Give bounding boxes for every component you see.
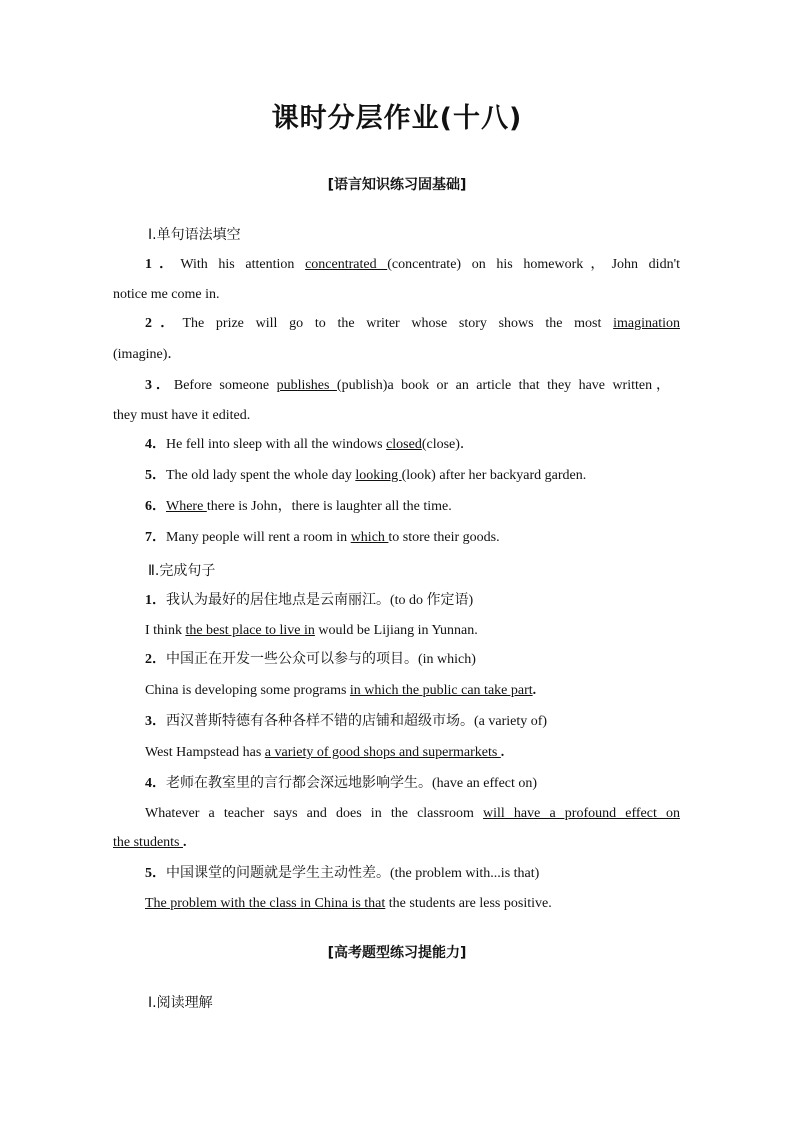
answer-text: a variety of good shops and supermarkets <box>264 745 501 760</box>
answer-text: closed <box>386 437 422 452</box>
answer-text: looking <box>355 468 402 483</box>
answer-text: the students <box>113 835 183 850</box>
list-item-continuation: notice me come in. <box>113 287 220 302</box>
list-item-prompt: 2．中国正在开发一些公众可以参与的项目。(in which) <box>145 651 476 667</box>
list-item-prompt: 1．我认为最好的居住地点是云南丽江。(to do 作定语) <box>145 592 474 608</box>
section-heading-basics: [语言知识练习固基础] <box>327 177 467 193</box>
list-item-answer: Whatever a teacher says and does in the classroom will have a profound effect on <box>145 806 680 821</box>
part-heading-complete-sentences: Ⅱ.完成句子 <box>148 563 216 579</box>
list-item: 7．Many people will rent a room in which to store their goods. <box>145 530 500 545</box>
answer-text: publishes <box>276 378 337 393</box>
page-title: 课时分层作业(十八) <box>271 103 523 134</box>
answer-text: will have a profound effect on <box>482 806 680 821</box>
list-item: 3．Before someone publishes (publish)a book or an article that they have written， <box>145 378 671 393</box>
list-item: 2．The prize will go to the writer whose story shows the most imagination <box>145 316 680 331</box>
list-item-answer-continuation: the students . <box>113 835 187 850</box>
list-item-prompt: 4．老师在教室里的言行都会深远地影响学生。(have an effect on) <box>145 775 538 791</box>
list-item-answer: The problem with the class in China is that the students are less positive. <box>145 896 552 911</box>
list-item-continuation: they must have it edited. <box>113 408 251 423</box>
answer-text: concentrated <box>305 257 388 272</box>
answer-text: Where <box>166 499 207 514</box>
list-item-continuation: (imagine)． <box>113 347 182 362</box>
list-item: 5．The old lady spent the whole day looking (look) after her backyard garden. <box>145 468 587 483</box>
list-item: 1．With his attention concentrated (concentrate) on his homework，John didn't <box>145 257 680 272</box>
answer-text: imagination <box>613 316 680 331</box>
answer-text: in which the public can take part <box>349 683 533 698</box>
list-item-prompt: 5．中国课堂的问题就是学生主动性差。(the problem with...is that) <box>145 865 540 881</box>
list-item-answer: I think the best place to live in would be Lijiang in Yunnan. <box>145 623 478 638</box>
answer-text: The problem with the class in China is that <box>145 896 386 911</box>
section-heading-exam-practice: [高考题型练习提能力] <box>327 945 467 961</box>
answer-text: the best place to live in <box>185 623 315 638</box>
list-item-answer: West Hampstead has a variety of good shops and supermarkets . <box>145 745 505 760</box>
answer-text: which <box>350 530 389 545</box>
list-item: 4．He fell into sleep with all the windows closed(close)． <box>145 437 474 452</box>
part-heading-reading: Ⅰ.阅读理解 <box>148 995 213 1011</box>
list-item-prompt: 3．西汉普斯特德有各种各样不错的店铺和超级市场。(a variety of) <box>145 713 548 729</box>
list-item: 6．Where there is John，there is laughter all the time. <box>145 499 452 514</box>
part-heading-grammar-fill: Ⅰ.单句语法填空 <box>148 227 241 243</box>
list-item-answer: China is developing some programs in which the public can take part. <box>145 683 537 698</box>
